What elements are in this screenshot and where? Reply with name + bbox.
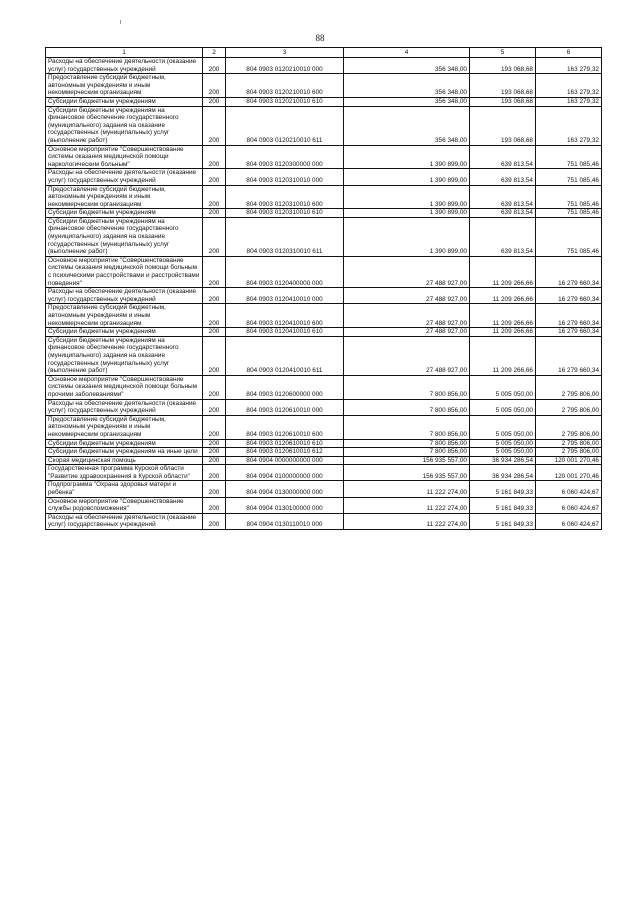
row-code: 200 xyxy=(203,288,226,304)
row-executed: 5 161 849,33 xyxy=(470,481,536,497)
row-executed: 36 934 286,54 xyxy=(470,465,536,481)
table-row xyxy=(46,58,602,74)
table-row xyxy=(46,415,602,439)
row-classifier: 804 0903 0120400000 000 xyxy=(226,256,344,287)
row-executed: 639 813,54 xyxy=(470,209,536,218)
row-name: Расходы на обеспечение деятельности (оказание услуг) государственных учреждений xyxy=(46,513,203,529)
row-approved: 1 390 899,00 xyxy=(344,217,470,256)
row-classifier: 804 0904 0130000000 000 xyxy=(226,481,344,497)
row-executed: 193 068,68 xyxy=(470,97,536,106)
row-executed: 639 813,54 xyxy=(470,169,536,185)
header-cell-5: 5 xyxy=(470,48,536,58)
row-classifier: 804 0903 0120410010 000 xyxy=(226,288,344,304)
row-remainder: 6 060 424,67 xyxy=(536,481,602,497)
row-code: 200 xyxy=(203,497,226,513)
row-classifier: 804 0903 0120610010 612 xyxy=(226,448,344,457)
row-name: Основное мероприятие "Совершенствование системы оказания медицинской помощи больным с психическими расстройствами и расстройствами поведения" xyxy=(46,256,203,287)
row-code: 200 xyxy=(203,465,226,481)
row-classifier: 804 0903 0120610010 600 xyxy=(226,415,344,439)
row-code: 200 xyxy=(203,185,226,209)
row-executed: 5 005 050,00 xyxy=(470,439,536,448)
row-code: 200 xyxy=(203,415,226,439)
row-classifier: 804 0903 0120610010 610 xyxy=(226,439,344,448)
table-row xyxy=(46,217,602,256)
row-classifier: 804 0903 0120210010 610 xyxy=(226,97,344,106)
row-approved: 1 390 899,00 xyxy=(344,145,470,169)
row-remainder: 16 279 660,34 xyxy=(536,256,602,287)
row-approved: 356 348,00 xyxy=(344,106,470,145)
row-executed: 639 813,54 xyxy=(470,217,536,256)
row-name: Основное мероприятие "Совершенствование системы оказания медицинской помощи наркологическим больным" xyxy=(46,145,203,169)
row-name: Предоставление субсидий бюджетным, автономным учреждениям и иным некоммерческим организациям xyxy=(46,415,203,439)
row-remainder: 751 085,46 xyxy=(536,217,602,256)
row-remainder: 16 279 660,34 xyxy=(536,304,602,328)
row-classifier: 804 0903 0120310010 000 xyxy=(226,169,344,185)
row-approved: 7 800 856,00 xyxy=(344,399,470,415)
row-remainder: 2 795 806,00 xyxy=(536,439,602,448)
row-approved: 156 935 557,00 xyxy=(344,465,470,481)
table-row xyxy=(46,256,602,287)
row-remainder: 16 279 660,34 xyxy=(536,336,602,375)
row-classifier: 804 0903 0120310010 600 xyxy=(226,185,344,209)
row-name: Субсидии бюджетным учреждениям xyxy=(46,328,203,337)
row-name: Предоставление субсидий бюджетным, автономным учреждениям и иным некоммерческим организациям xyxy=(46,74,203,98)
row-name: Субсидии бюджетным учреждениям xyxy=(46,97,203,106)
row-approved: 11 222 274,00 xyxy=(344,497,470,513)
row-approved: 7 800 856,00 xyxy=(344,375,470,399)
table-row xyxy=(46,145,602,169)
row-executed: 11 209 266,66 xyxy=(470,336,536,375)
table-row xyxy=(46,336,602,375)
row-approved: 27 488 927,00 xyxy=(344,256,470,287)
row-approved: 27 488 927,00 xyxy=(344,304,470,328)
row-code: 200 xyxy=(203,439,226,448)
row-remainder: 163 279,32 xyxy=(536,97,602,106)
row-remainder: 2 795 806,00 xyxy=(536,399,602,415)
row-remainder: 16 279 660,34 xyxy=(536,288,602,304)
row-executed: 11 209 266,66 xyxy=(470,304,536,328)
row-name: Скорая медицинская помощь xyxy=(46,456,203,465)
header-cell-3: 3 xyxy=(226,48,344,58)
row-name: Субсидии бюджетным учреждениям xyxy=(46,439,203,448)
row-classifier: 804 0904 0100000000 000 xyxy=(226,465,344,481)
row-executed: 5 161 849,33 xyxy=(470,513,536,529)
row-remainder: 163 279,32 xyxy=(536,58,602,74)
row-approved: 11 222 274,00 xyxy=(344,481,470,497)
row-executed: 5 161 849,33 xyxy=(470,497,536,513)
row-classifier: 804 0904 0130100000 000 xyxy=(226,497,344,513)
row-remainder: 120 001 270,46 xyxy=(536,456,602,465)
row-name: Подпрограмма "Охрана здоровья матери и ребенка" xyxy=(46,481,203,497)
row-approved: 7 800 856,00 xyxy=(344,415,470,439)
row-name: Расходы на обеспечение деятельности (оказание услуг) государственных учреждений xyxy=(46,58,203,74)
row-name: Основное мероприятие "Совершенствование системы оказания медицинской помощи больным прочими заболеваниями" xyxy=(46,375,203,399)
row-approved: 7 800 856,00 xyxy=(344,439,470,448)
row-code: 200 xyxy=(203,106,226,145)
row-approved: 7 800 856,00 xyxy=(344,448,470,457)
row-remainder: 2 795 806,00 xyxy=(536,375,602,399)
row-executed: 639 813,54 xyxy=(470,185,536,209)
row-code: 200 xyxy=(203,217,226,256)
row-classifier: 804 0903 0120410010 610 xyxy=(226,328,344,337)
row-executed: 11 209 266,66 xyxy=(470,328,536,337)
row-code: 200 xyxy=(203,481,226,497)
row-code: 200 xyxy=(203,209,226,218)
row-classifier: 804 0903 0120600000 000 xyxy=(226,375,344,399)
budget-table xyxy=(45,47,602,530)
row-remainder: 2 795 806,00 xyxy=(536,448,602,457)
row-classifier: 804 0903 0120610010 000 xyxy=(226,399,344,415)
row-executed: 36 934 286,54 xyxy=(470,456,536,465)
table-row xyxy=(46,399,602,415)
row-name: Расходы на обеспечение деятельности (оказание услуг) государственных учреждений xyxy=(46,169,203,185)
row-code: 200 xyxy=(203,304,226,328)
table-row xyxy=(46,304,602,328)
table-row xyxy=(46,97,602,106)
row-remainder: 163 279,32 xyxy=(536,106,602,145)
row-name: Предоставление субсидий бюджетным, автономным учреждениям и иным некоммерческим организациям xyxy=(46,304,203,328)
row-name: Субсидии бюджетным учреждениям на иные цели xyxy=(46,448,203,457)
row-classifier: 804 0904 0000000000 000 xyxy=(226,456,344,465)
header-cell-2: 2 xyxy=(203,48,226,58)
row-code: 200 xyxy=(203,399,226,415)
row-code: 200 xyxy=(203,375,226,399)
row-name: Государственная программа Курской области "Развитие здравоохранения в Курской области" xyxy=(46,465,203,481)
table-row xyxy=(46,328,602,337)
row-remainder: 6 060 424,67 xyxy=(536,497,602,513)
scan-mark xyxy=(120,20,121,24)
row-approved: 1 390 899,00 xyxy=(344,169,470,185)
table-row xyxy=(46,288,602,304)
row-name: Субсидии бюджетным учреждениям на финансовое обеспечение государственного (муниципального) задания на оказание государственных (муниципальных) услуг (выполнение работ) xyxy=(46,106,203,145)
row-executed: 11 209 266,66 xyxy=(470,288,536,304)
row-executed: 5 005 050,00 xyxy=(470,415,536,439)
row-code: 200 xyxy=(203,513,226,529)
table-row xyxy=(46,209,602,218)
row-classifier: 804 0903 0120210010 611 xyxy=(226,106,344,145)
table-row xyxy=(46,106,602,145)
row-remainder: 120 001 270,46 xyxy=(536,465,602,481)
row-executed: 5 005 050,00 xyxy=(470,448,536,457)
table-row xyxy=(46,185,602,209)
row-remainder: 16 279 660,34 xyxy=(536,328,602,337)
row-name: Субсидии бюджетным учреждениям на финансовое обеспечение государственного (муниципального) задания на оказание государственных (муниципальных) услуг (выполнение работ) xyxy=(46,217,203,256)
row-code: 200 xyxy=(203,256,226,287)
page-number: 88 xyxy=(315,33,325,43)
row-code: 200 xyxy=(203,145,226,169)
row-executed: 193 068,68 xyxy=(470,106,536,145)
row-approved: 1 390 899,00 xyxy=(344,209,470,218)
row-executed: 639 813,54 xyxy=(470,145,536,169)
row-code: 200 xyxy=(203,169,226,185)
table-row xyxy=(46,169,602,185)
row-name: Субсидии бюджетным учреждениям xyxy=(46,209,203,218)
row-name: Основное мероприятие "Совершенствование службы родовспоможения" xyxy=(46,497,203,513)
row-executed: 11 209 266,66 xyxy=(470,256,536,287)
row-classifier: 804 0904 0130110010 000 xyxy=(226,513,344,529)
header-cell-4: 4 xyxy=(344,48,470,58)
row-approved: 356 348,00 xyxy=(344,58,470,74)
row-approved: 27 488 927,00 xyxy=(344,336,470,375)
table-row xyxy=(46,497,602,513)
row-name: Расходы на обеспечение деятельности (оказание услуг) государственных учреждений xyxy=(46,399,203,415)
row-code: 200 xyxy=(203,97,226,106)
row-name: Расходы на обеспечение деятельности (оказание услуг) государственных учреждений xyxy=(46,288,203,304)
row-code: 200 xyxy=(203,328,226,337)
row-code: 200 xyxy=(203,74,226,98)
table-row xyxy=(46,74,602,98)
row-code: 200 xyxy=(203,58,226,74)
row-approved: 356 348,00 xyxy=(344,74,470,98)
row-approved: 11 222 274,00 xyxy=(344,513,470,529)
row-remainder: 163 279,32 xyxy=(536,74,602,98)
table-row xyxy=(46,513,602,529)
row-remainder: 6 060 424,67 xyxy=(536,513,602,529)
table-row xyxy=(46,375,602,399)
row-approved: 27 488 927,00 xyxy=(344,288,470,304)
row-remainder: 2 795 806,00 xyxy=(536,415,602,439)
row-classifier: 804 0903 0120410010 600 xyxy=(226,304,344,328)
row-executed: 5 005 050,00 xyxy=(470,399,536,415)
table-row xyxy=(46,448,602,457)
header-row xyxy=(46,48,602,58)
row-executed: 193 068,68 xyxy=(470,58,536,74)
row-executed: 5 005 050,00 xyxy=(470,375,536,399)
row-approved: 156 935 557,00 xyxy=(344,456,470,465)
row-remainder: 751 085,46 xyxy=(536,169,602,185)
table-row xyxy=(46,439,602,448)
row-classifier: 804 0903 0120310010 611 xyxy=(226,217,344,256)
table-row xyxy=(46,456,602,465)
row-executed: 193 068,68 xyxy=(470,74,536,98)
row-approved: 27 488 927,00 xyxy=(344,328,470,337)
row-name: Предоставление субсидий бюджетным, автономным учреждениям и иным некоммерческим организациям xyxy=(46,185,203,209)
row-name: Субсидии бюджетным учреждениям на финансовое обеспечение государственного (муниципального) задания на оказание государственных (муниципальных) услуг (выполнение работ) xyxy=(46,336,203,375)
row-approved: 356 348,00 xyxy=(344,97,470,106)
row-classifier: 804 0903 0120300000 000 xyxy=(226,145,344,169)
table-row xyxy=(46,465,602,481)
row-code: 200 xyxy=(203,456,226,465)
row-code: 200 xyxy=(203,448,226,457)
row-remainder: 751 085,46 xyxy=(536,145,602,169)
row-approved: 1 390 899,00 xyxy=(344,185,470,209)
row-remainder: 751 085,46 xyxy=(536,185,602,209)
row-classifier: 804 0903 0120310010 610 xyxy=(226,209,344,218)
table-row xyxy=(46,481,602,497)
row-classifier: 804 0903 0120410010 611 xyxy=(226,336,344,375)
header-cell-1: 1 xyxy=(46,48,203,58)
row-code: 200 xyxy=(203,336,226,375)
row-remainder: 751 085,46 xyxy=(536,209,602,218)
header-cell-6: 6 xyxy=(536,48,602,58)
row-classifier: 804 0903 0120210010 000 xyxy=(226,58,344,74)
row-classifier: 804 0903 0120210010 600 xyxy=(226,74,344,98)
